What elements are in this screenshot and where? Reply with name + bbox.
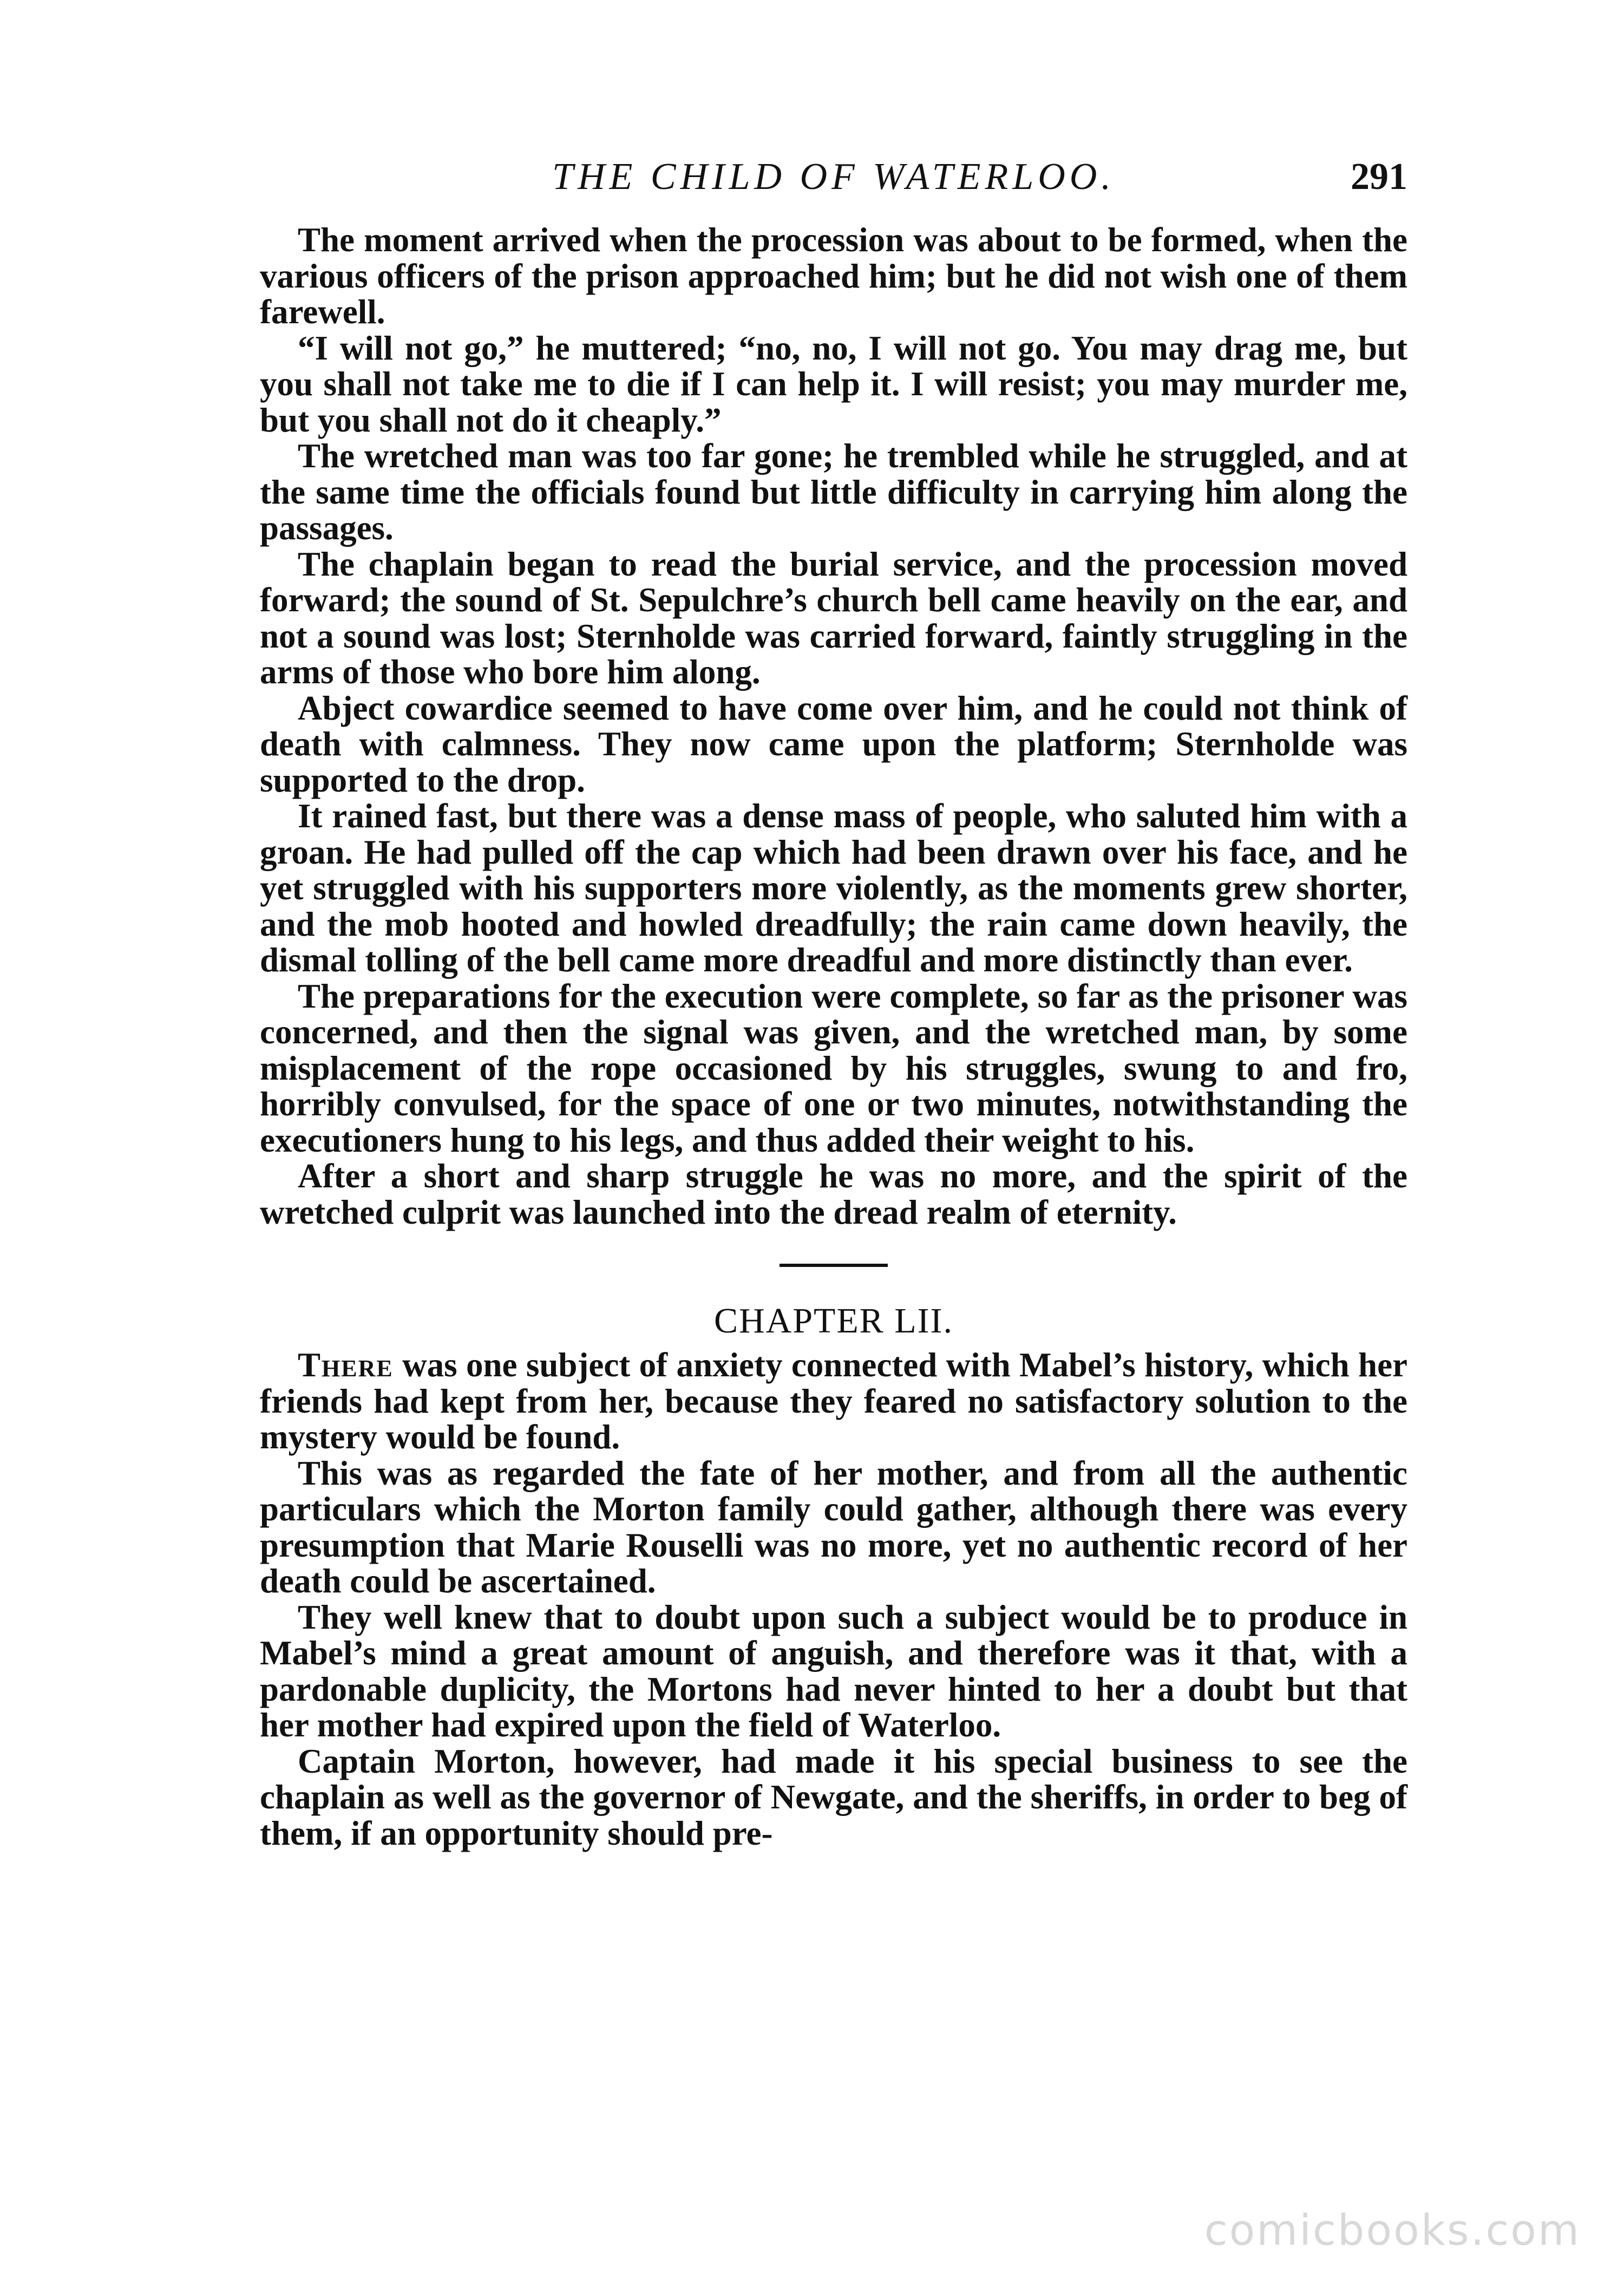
paragraph: Abject cowardice seemed to have come over him, and he could not think of death with calmness. They now came upon the platform; Sternholde was supported to the drop. (260, 689, 1407, 799)
paragraph (260, 1347, 1407, 1455)
paragraph: “I will not go,” he muttered; “no, no, I will not go. You may drag me, but you shall not take me to die if I can help it. I will resist; you may murder me, but you shall not do it cheaply.” (260, 329, 1407, 439)
paragraph: This was as regarded the fate of her mother, and from all the authentic particulars which the Morton family could gather, although there was every presumption that Marie Rouselli was no more, yet no authentic record of her death could be ascertained. (260, 1454, 1407, 1600)
body-text (260, 222, 1407, 1851)
page-number: 291 (1351, 156, 1407, 198)
watermark: comicbooks.com (1204, 2206, 1581, 2255)
paragraph: Captain Morton, however, had made it his special business to see the chaplain as well as the governor of Newgate, and the sheriffs, in order to beg of them, if an opportunity should pre- (260, 1742, 1407, 1852)
paragraph: It rained fast, but there was a dense mass of people, who saluted him with a groan. He had pulled off the cap which had been drawn over his face, and he yet struggled with his supporters more violently, as the moments grew shorter, and the mob hooted and howled dreadfully; the rain came down heavily, the dismal tolling of the bell came more dreadful and more distinctly than ever. (260, 797, 1407, 979)
paragraph: After a short and sharp struggle he was no more, and the spirit of the wretched culprit was launched into the dread realm of eternity. (260, 1157, 1407, 1231)
running-head (260, 153, 1407, 201)
running-title: THE CHILD OF WATERLOO. (552, 156, 1115, 198)
chapter-first-word: There (298, 1346, 394, 1384)
paragraph: The chaplain began to read the burial service, and the procession moved forward; the sound of St. Sepulchre’s church bell came heavily on the ear, and not a sound was lost; Sternholde was carried forward, faintly struggling in the arms of those who bore him along. (260, 545, 1407, 691)
paragraph: They well knew that to doubt upon such a subject would be to produce in Mabel’s mind a great amount of anguish, and therefore was it that, with a pardonable duplicity, the Mortons had never hinted to her a doubt but that her mother had expired upon the field of Waterloo. (260, 1598, 1407, 1744)
section-divider (780, 1264, 888, 1267)
paragraph: The preparations for the execution were complete, so far as the prisoner was concerned, and then the signal was given, and the wretched man, by some misplacement of the rope occasioned by his struggles, swung to and fro, horribly convulsed, for the space of one or two minutes, notwithstanding the executioners hung to his legs, and thus added their weight to his. (260, 977, 1407, 1159)
chapter-heading: CHAPTER LII. (714, 1301, 953, 1341)
paragraph: The moment arrived when the procession was about to be formed, when the various officers of the prison approached him; but he did not wish one of them farewell. (260, 221, 1407, 331)
chapter-first-paragraph-text: was one subject of anxiety connected with Mabel’s history, which her friends had kept from her, because they feared no satisfactory solution to the mystery would be found. (260, 1346, 1407, 1456)
paragraph: The wretched man was too far gone; he trembled while he struggled, and at the same time the officials found but little difficulty in carrying him along the passages. (260, 437, 1407, 547)
